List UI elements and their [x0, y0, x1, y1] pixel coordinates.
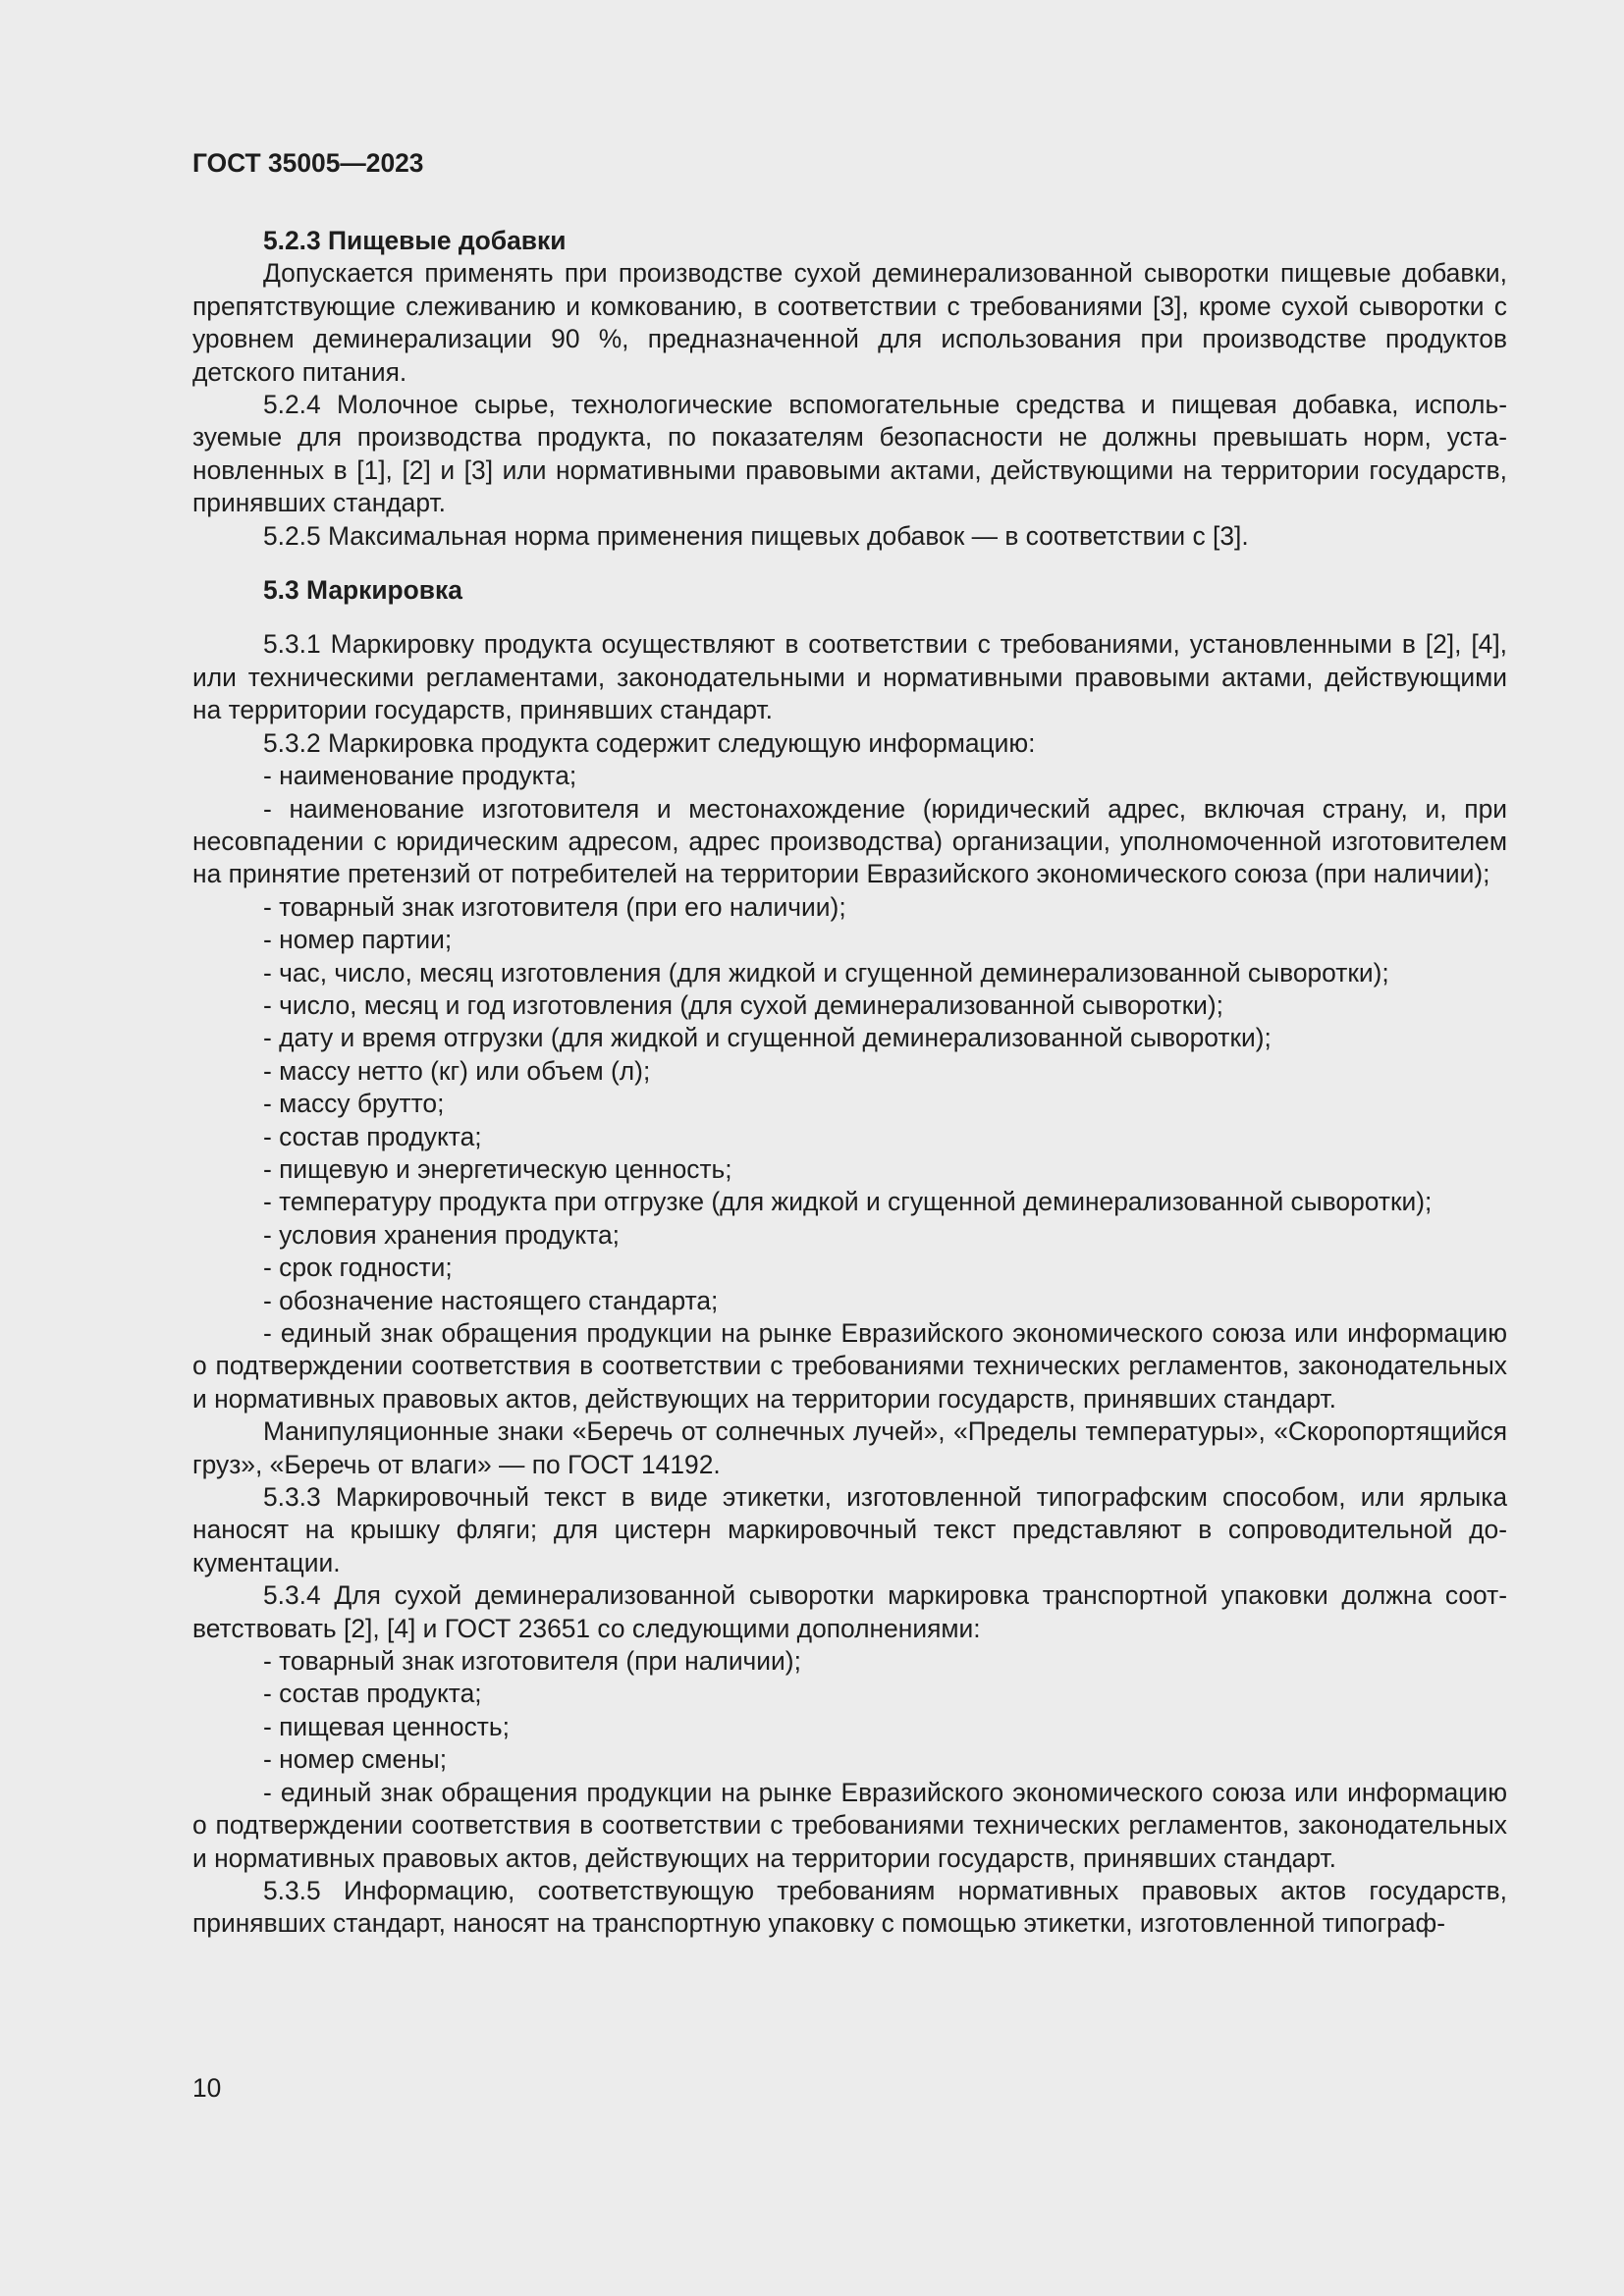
list-item: - массу брутто;	[263, 1089, 445, 1119]
list-item: - наименование продукта;	[263, 761, 577, 791]
list-item: - число, месяц и год изготовления (для сухой деминерализованной сыворотки);	[263, 989, 1223, 1020]
paragraph-5-2-3: Допускается применять при производстве сухой деминерализованной сыворотки пищевые добавки, препятствующие слеживанию и комкованию, в соответствии с требованиями [3], кроме сухой сыворотки с уровнем деминерализации 90 %, предназначенной для использования при производстве продуктов детского питания.	[192, 258, 1507, 387]
paragraph-5-3-1: 5.3.1 Маркировку продукта осуществляют в соответствии с требованиями, установленными в [2], [4], или техническими регламентами, законодательными и нормативными правовыми актами, действующими на территории государств, принявших стандарт.	[192, 629, 1507, 725]
list-item: - срок годности;	[263, 1253, 453, 1283]
list-item: - номер партии;	[263, 925, 453, 955]
list-item: - номер смены;	[263, 1744, 448, 1775]
list-item: - температуру продукта при отгрузке (для жидкой и сгущенной деминерализованной сыворотки);	[263, 1187, 1433, 1217]
list-item: - товарный знак изготовителя (при его наличии);	[263, 891, 846, 922]
section-heading-5-2-3: 5.2.3 Пищевые добавки	[263, 226, 567, 255]
page-number: 10	[192, 2073, 222, 2103]
paragraph-5-3-5: 5.3.5 Информацию, соответствующую требованиям нормативных правовых актов государств, принявших стандарт, наносят на транспортную упаковку с помощью этикетки, изготовленной типограф-	[192, 1875, 1507, 1939]
list-item: - условия хранения продукта;	[263, 1219, 621, 1250]
list-item: - обозначение настоящего стандарта;	[263, 1285, 719, 1315]
paragraph-handling-marks: Манипуляционные знаки «Беречь от солнечных лучей», «Пределы температуры», «Скоропортящийся груз», «Беречь от влаги» — по ГОСТ 14192.	[192, 1416, 1507, 1479]
list-item: - массу нетто (кг) или объем (л);	[263, 1055, 651, 1086]
list-item: - наименование изготовителя и местонахождение (юридический адрес, включая страну, и, при несовпадении с юридическим адресом, адрес производства) организации, уполномоченной изготовителем на принятие претензий от потребителей на территории Евразийского экономического союза (при наличии);	[192, 793, 1507, 889]
list-item: - единый знак обращения продукции на рынке Евразийского экономического союза или информацию о подтверждении соответствия в соответствии с требованиями технических регламентов, законодательных и нормативных правовых актов, действующих на территории государств, принявших стандарт.	[192, 1318, 1507, 1414]
list-item: - состав продукта;	[263, 1679, 482, 1709]
document-code-header: ГОСТ 35005—2023	[192, 148, 424, 178]
paragraph-5-3-2: 5.3.2 Маркировка продукта содержит следующую информацию:	[263, 727, 1036, 758]
list-item: - состав продукта;	[263, 1121, 482, 1151]
section-heading-5-3: 5.3 Маркировка	[263, 575, 462, 606]
paragraph-5-3-4: 5.3.4 Для сухой деминерализованной сыворотки маркировка транспортной упаковки должна соответствовать [2], [4] и ГОСТ 23651 со следующими дополнениями:	[192, 1580, 1507, 1643]
document-body	[192, 225, 1507, 1941]
list-item: - дату и время отгрузки (для жидкой и сгущенной деминерализованной сыворотки);	[263, 1023, 1272, 1053]
list-item: - единый знак обращения продукции на рынке Евразийского экономического союза или информацию о подтверждении соответствия в соответствии с требованиями технических регламентов, законодательных и нормативных правовых актов, действующих на территории государств, принявших стандарт.	[192, 1777, 1507, 1873]
list-item: - пищевую и энергетическую ценность;	[263, 1153, 732, 1184]
list-item: - час, число, месяц изготовления (для жидкой и сгущенной деминерализованной сыворотки);	[263, 957, 1389, 988]
paragraph-5-2-4: 5.2.4 Молочное сырье, технологические вспомогательные средства и пищевая добавка, используемые для производства продукта, по показателям безопасности не должны превышать норм, установленных в [1], [2] и [3] или нормативными правовыми актами, действующими на территории государств, принявших стандарт.	[192, 390, 1507, 518]
paragraph-5-2-5: 5.2.5 Максимальная норма применения пищевых добавок — в соответствии с [3].	[263, 520, 1249, 551]
list-item: - товарный знак изготовителя (при наличии);	[263, 1646, 801, 1677]
list-item: - пищевая ценность;	[263, 1711, 510, 1741]
paragraph-5-3-3: 5.3.3 Маркировочный текст в виде этикетки, изготовленной типографским способом, или ярлыка наносят на крышку фляги; для цистерн маркировочный текст представляют в сопроводительной документации.	[192, 1482, 1507, 1577]
